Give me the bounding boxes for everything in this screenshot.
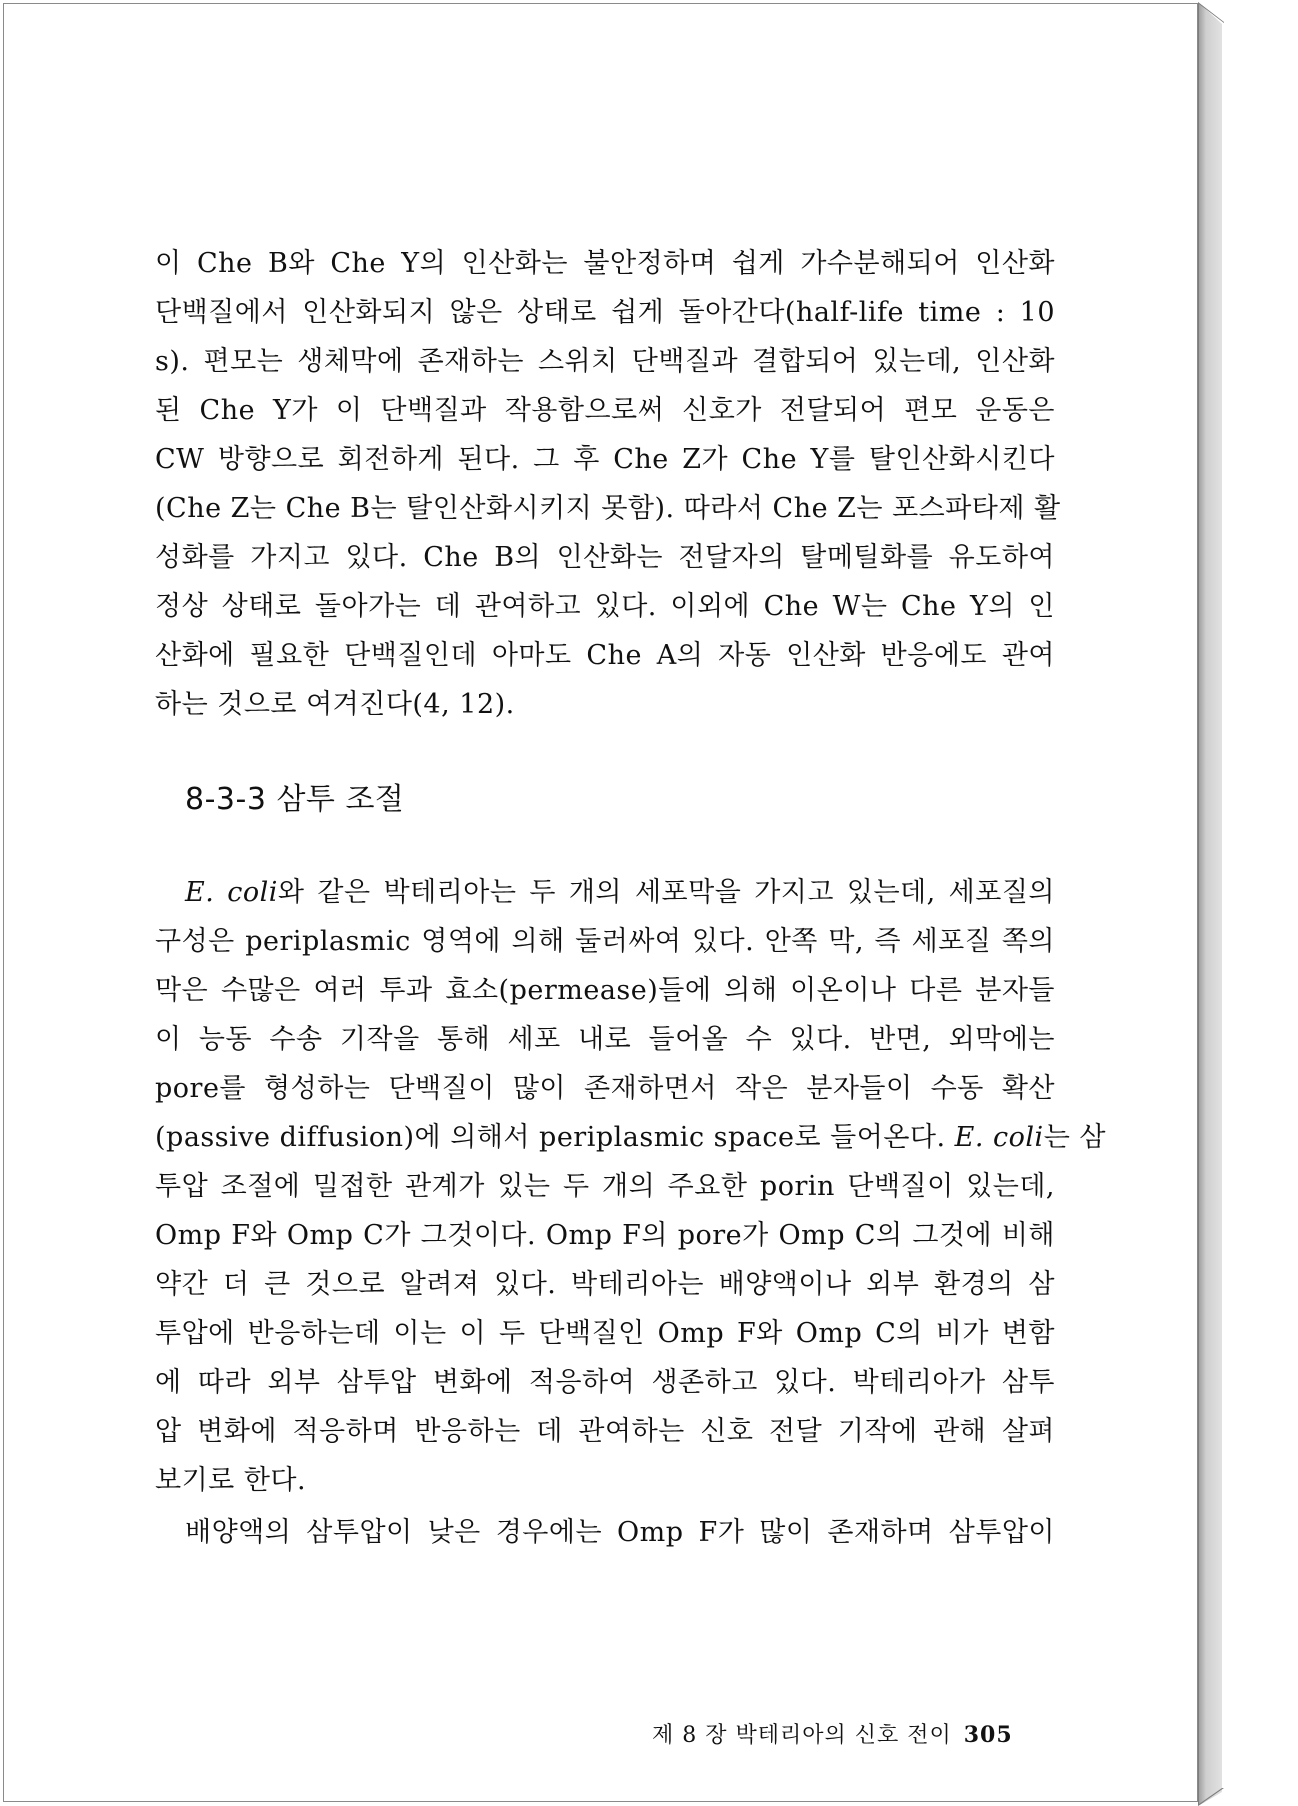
text-line: 투압 조절에 밀접한 관계가 있는 두 개의 주요한 porin 단백질이 있는데, bbox=[155, 1171, 1055, 1202]
species-name: E. coli bbox=[185, 877, 278, 908]
text-line: 단백질에서 인산화되지 않은 상태로 쉽게 돌아간다(half-life time : 10 bbox=[155, 297, 1055, 328]
text-line: 정상 상태로 돌아가는 데 관여하고 있다. 이외에 Che W는 Che Y의 인 bbox=[155, 591, 1055, 622]
page-footer bbox=[652, 1718, 1013, 1749]
page-edge-shadow bbox=[1198, 2, 1298, 1806]
text-line: 압 변화에 적응하며 반응하는 데 관여하는 신호 전달 기작에 관해 살펴 bbox=[155, 1416, 1055, 1447]
page-number: 305 bbox=[963, 1722, 1013, 1748]
text-line: 성화를 가지고 있다. Che B의 인산화는 전달자의 탈메틸화를 유도하여 bbox=[155, 542, 1055, 573]
text-segment: 는 삼 bbox=[1043, 1122, 1106, 1153]
text-line: Omp F와 Omp C가 그것이다. Omp F의 pore가 Omp C의 그것에 비해 bbox=[155, 1220, 1055, 1251]
text-line: 투압에 반응하는데 이는 이 두 단백질인 Omp F와 Omp C의 비가 변함 bbox=[155, 1318, 1055, 1349]
section-heading: 8-3-3 삼투 조절 bbox=[185, 782, 405, 817]
paragraph-3 bbox=[155, 1508, 1055, 1557]
text-line: 된 Che Y가 이 단백질과 작용함으로써 신호가 전달되어 편모 운동은 bbox=[155, 395, 1055, 426]
text-line: CW 방향으로 회전하게 된다. 그 후 Che Z가 Che Y를 탈인산화시킨다 bbox=[155, 444, 1055, 475]
text-line: s). 편모는 생체막에 존재하는 스위치 단백질과 결합되어 있는데, 인산화 bbox=[155, 346, 1055, 377]
text-line: 하는 것으로 여겨진다(4, 12). bbox=[155, 689, 515, 720]
text-line: 막은 수많은 여러 투과 효소(permease)들에 의해 이온이나 다른 분자들 bbox=[155, 975, 1055, 1006]
text-line: 약간 더 큰 것으로 알려져 있다. 박테리아는 배양액이나 외부 환경의 삼 bbox=[155, 1269, 1055, 1300]
text-segment: 와 같은 박테리아는 두 개의 세포막을 가지고 있는데, 세포질의 bbox=[277, 877, 1055, 908]
text-line: 배양액의 삼투압이 낮은 경우에는 Omp F가 많이 존재하며 삼투압이 bbox=[185, 1517, 1055, 1548]
text-line bbox=[155, 868, 1055, 917]
text-line: 보기로 한다. bbox=[155, 1465, 307, 1496]
text-segment: (passive diffusion)에 의해서 periplasmic space로 들어온다. bbox=[155, 1122, 955, 1153]
species-name: E. coli bbox=[954, 1122, 1044, 1153]
text-line: pore를 형성하는 단백질이 많이 존재하면서 작은 분자들이 수동 확산 bbox=[155, 1073, 1055, 1104]
chapter-title: 제 8 장 박테리아의 신호 전이 bbox=[652, 1723, 952, 1748]
text-line bbox=[155, 1113, 1106, 1162]
paragraph-1 bbox=[155, 239, 1061, 729]
text-line: 이 능동 수송 기작을 통해 세포 내로 들어올 수 있다. 반면, 외막에는 bbox=[155, 1024, 1055, 1055]
paragraph-2 bbox=[155, 868, 1106, 1505]
text-line: 이 Che B와 Che Y의 인산화는 불안정하며 쉽게 가수분해되어 인산화 bbox=[155, 248, 1055, 279]
text-line: 구성은 periplasmic 영역에 의해 둘러싸여 있다. 안쪽 막, 즉 세포질 쪽의 bbox=[155, 926, 1055, 957]
text-line: (Che Z는 Che B는 탈인산화시키지 못함). 따라서 Che Z는 포스파타제 활 bbox=[155, 493, 1061, 524]
text-line: 에 따라 외부 삼투압 변화에 적응하여 생존하고 있다. 박테리아가 삼투 bbox=[155, 1367, 1055, 1398]
text-line: 산화에 필요한 단백질인데 아마도 Che A의 자동 인산화 반응에도 관여 bbox=[155, 640, 1055, 671]
